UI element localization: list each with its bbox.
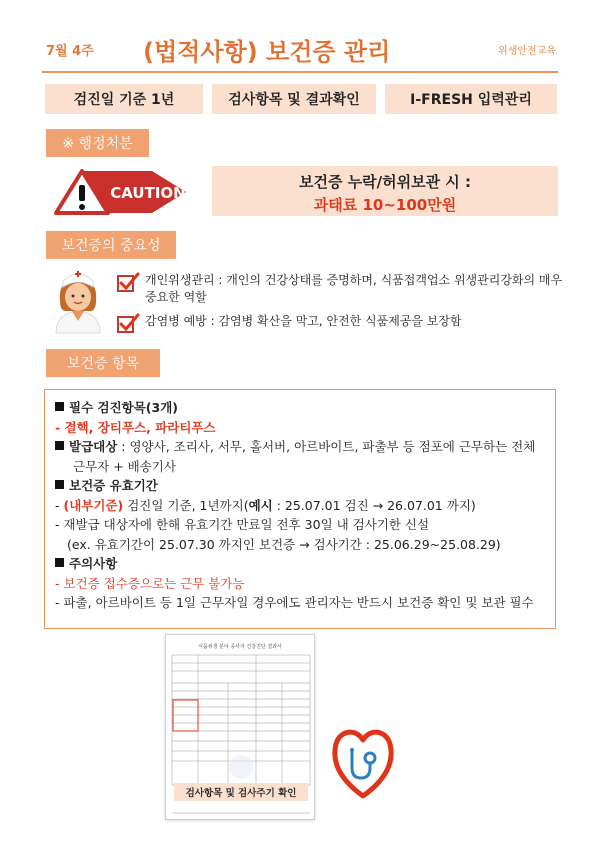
section-admin-label: ※ 행정처분 xyxy=(46,129,149,157)
certificate-caption: 검사항목 및 검사주기 확인 xyxy=(174,783,308,801)
caution-line-1: - 보건증 접수증으로는 근무 불가능 xyxy=(55,575,245,591)
square-bullet-icon xyxy=(55,402,64,411)
target-line: 발급대상 : 영양사, 조리사, 서무, 홀서버, 아르바이트, 파출부 등 점포에 근무하는 전체 xyxy=(55,437,545,457)
square-bullet-icon xyxy=(55,558,64,567)
exam-heading: 필수 검진항목(3개) xyxy=(55,398,545,418)
caution-line-2: - 파출, 아르바이트 등 1일 근무자일 경우에도 관리자는 반드시 보건증 확인 및 보관 필수 xyxy=(55,595,534,610)
importance-item-hygiene xyxy=(116,272,565,306)
importance-text-infection: 감염병 예방 : 감염병 확산을 막고, 안전한 식품제공을 보장함 xyxy=(145,314,462,328)
section-items-label: 보건증 항목 xyxy=(46,349,160,377)
reissue-example: (ex. 유효기간이 25.07.30 까지인 보건증 → 검사기간 : 25.06.29~25.08.29) xyxy=(67,536,501,552)
validity-heading: 보건증 유효기간 xyxy=(55,476,545,496)
section-importance-label: 보건증의 중요성 xyxy=(46,231,176,259)
checkbox-checked-icon xyxy=(116,272,140,294)
caution-sign-text: CAUTION xyxy=(110,184,186,202)
nurse-illustration xyxy=(50,263,106,337)
penalty-amount: 과태료 10~100만원 xyxy=(313,196,457,214)
heart-stethoscope-icon xyxy=(330,712,396,804)
heart-stethoscope-illustration xyxy=(330,712,396,804)
square-bullet-icon xyxy=(55,441,64,450)
caution-heading: 주의사항 xyxy=(55,554,545,574)
importance-item-infection xyxy=(116,313,565,335)
items-box xyxy=(44,389,556,629)
target-line-cont: 근무자 + 배송기사 xyxy=(73,458,176,474)
checkbox-checked-icon xyxy=(116,313,140,335)
nurse-icon xyxy=(50,263,106,337)
health-certificate-image xyxy=(165,634,315,820)
week-label: 7월 4주 xyxy=(46,44,94,59)
department-label: 위생안전교육 xyxy=(498,46,556,57)
square-bullet-icon xyxy=(55,480,64,489)
chip-exam-basis: 검진일 기준 1년 xyxy=(45,84,203,114)
validity-line: - (내부기준) 검진일 기준, 1년까지(예시 : 25.07.01 검진 → 26.07.01 까지) xyxy=(55,497,476,513)
chip-result-check: 검사항목 및 결과확인 xyxy=(212,84,376,114)
chip-ifresh: I-FRESH 입력관리 xyxy=(385,84,557,114)
importance-text-hygiene: 개인위생관리 : 개인의 건강상태를 증명하며, 식품접객업소 위생관리강화의 매우 중요한 역할 xyxy=(145,273,563,304)
reissue-line: - 재발급 대상자에 한해 유효기간 만료일 전후 30일 내 검사기한 신설 xyxy=(55,517,430,532)
certificate-title: 식품위생 분야 종사자 건강진단 결과서 xyxy=(198,644,282,650)
exam-list: - 결핵, 장티푸스, 파라티푸스 xyxy=(55,419,216,435)
penalty-condition: 보건증 누락/허위보관 시 : xyxy=(298,173,472,191)
penalty-box xyxy=(212,166,558,216)
caution-sign xyxy=(52,168,190,216)
page-title: (법적사항) 보건증 관리 xyxy=(143,38,391,66)
caution-sign-icon xyxy=(52,168,190,216)
title-divider xyxy=(42,71,558,73)
keyword-chips xyxy=(45,84,557,114)
